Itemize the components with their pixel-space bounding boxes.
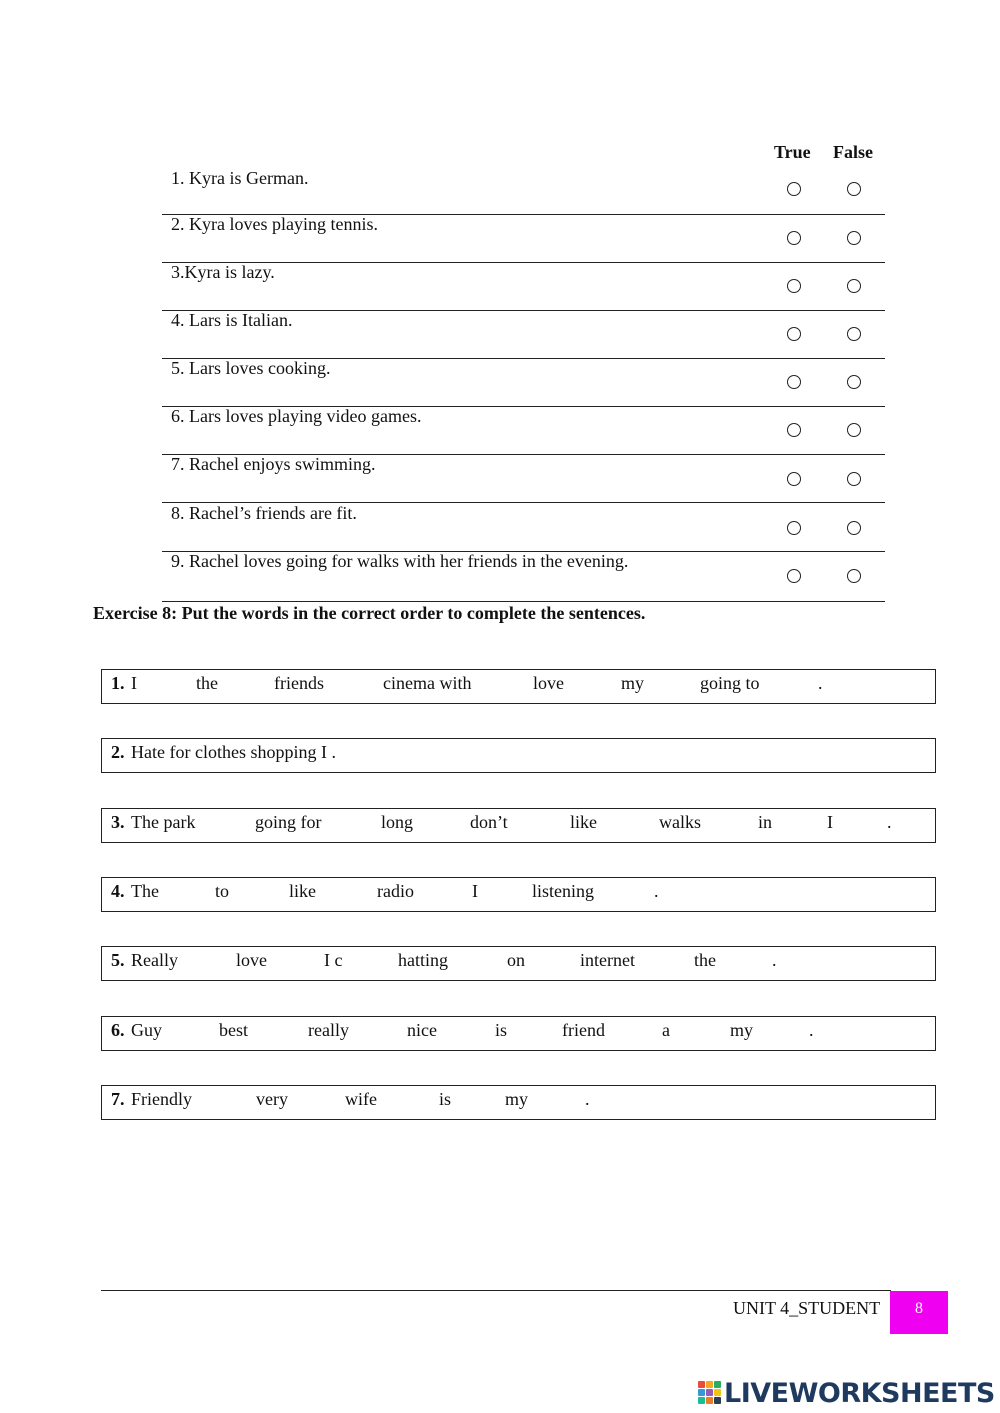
word-chip[interactable]: the xyxy=(694,950,716,970)
word-order-box[interactable] xyxy=(101,1016,936,1051)
word-chip[interactable]: my xyxy=(730,1020,754,1040)
item-number: 4. xyxy=(111,881,125,901)
liveworksheets-logo-icon xyxy=(698,1381,722,1405)
word-chip[interactable]: cinema with xyxy=(383,673,472,693)
word-order-box[interactable] xyxy=(101,669,936,704)
word-chip[interactable]: . xyxy=(772,950,777,970)
word-chip[interactable]: on xyxy=(507,950,525,970)
tf-question: 5. Lars loves cooking. xyxy=(171,358,331,378)
false-radio[interactable] xyxy=(847,472,861,486)
word-chip[interactable]: wife xyxy=(345,1089,377,1109)
false-radio[interactable] xyxy=(847,182,861,196)
unit-label: UNIT 4_STUDENT xyxy=(733,1298,881,1318)
word-chip[interactable]: . xyxy=(809,1020,814,1040)
word-chip[interactable]: long xyxy=(381,812,414,832)
tf-question: 2. Kyra loves playing tennis. xyxy=(171,214,378,234)
tf-question: 7. Rachel enjoys swimming. xyxy=(171,454,376,474)
word-chip[interactable]: don’t xyxy=(470,812,508,832)
word-chip[interactable]: best xyxy=(219,1020,248,1040)
tf-question: 9. Rachel loves going for walks with her friends in the evening. xyxy=(171,551,629,571)
false-radio[interactable] xyxy=(847,375,861,389)
item-number: 6. xyxy=(111,1020,125,1040)
word-chip[interactable]: . xyxy=(818,673,823,693)
true-radio[interactable] xyxy=(787,182,801,196)
false-radio[interactable] xyxy=(847,423,861,437)
tf-row xyxy=(162,454,885,503)
brand-name: LIVEWORKSHEETS xyxy=(724,1377,995,1409)
word-chip[interactable]: Really xyxy=(131,950,178,970)
item-number: 3. xyxy=(111,812,125,832)
false-radio[interactable] xyxy=(847,327,861,341)
word-chip[interactable]: I xyxy=(827,812,833,832)
word-chip[interactable]: going for xyxy=(255,812,322,832)
word-chip[interactable]: really xyxy=(308,1020,349,1040)
word-chip[interactable]: I xyxy=(131,673,137,693)
word-chip[interactable]: internet xyxy=(580,950,635,970)
true-column-header: True xyxy=(774,142,811,162)
true-radio[interactable] xyxy=(787,327,801,341)
tf-row xyxy=(162,262,885,311)
word-chip[interactable]: I c xyxy=(324,950,343,970)
true-radio[interactable] xyxy=(787,279,801,293)
word-chip[interactable]: is xyxy=(439,1089,452,1109)
true-radio[interactable] xyxy=(787,472,801,486)
liveworksheets-brand xyxy=(698,1376,995,1410)
word-order-box[interactable] xyxy=(101,877,936,912)
word-chip[interactable]: very xyxy=(256,1089,288,1109)
word-chip[interactable]: walks xyxy=(659,812,701,832)
tf-row xyxy=(162,358,885,407)
word-chip[interactable]: love xyxy=(236,950,267,970)
word-chip[interactable]: love xyxy=(533,673,564,693)
exercise-title: Exercise 8: Put the words in the correct order to complete the sentences. xyxy=(93,603,646,623)
word-chip[interactable]: in xyxy=(758,812,773,832)
word-chip[interactable]: radio xyxy=(377,881,414,901)
tf-row xyxy=(162,406,885,455)
word-chip[interactable]: nice xyxy=(407,1020,437,1040)
word-chip[interactable]: . xyxy=(585,1089,590,1109)
tf-question: 6. Lars loves playing video games. xyxy=(171,406,422,426)
word-chip[interactable]: I xyxy=(472,881,478,901)
word-chip[interactable]: to xyxy=(215,881,230,901)
word-chip[interactable]: Hate for clothes shopping I . xyxy=(131,742,336,762)
word-chip[interactable]: . xyxy=(887,812,892,832)
word-chip[interactable]: Friendly xyxy=(131,1089,192,1109)
word-chip[interactable]: friends xyxy=(274,673,324,693)
word-chip[interactable]: the xyxy=(196,673,218,693)
true-radio[interactable] xyxy=(787,423,801,437)
false-column-header: False xyxy=(833,142,873,162)
word-chip[interactable]: like xyxy=(570,812,597,832)
tf-row xyxy=(162,166,885,215)
false-radio[interactable] xyxy=(847,569,861,583)
word-chip[interactable]: a xyxy=(662,1020,670,1040)
item-number: 7. xyxy=(111,1089,125,1109)
page-number-badge: 8 xyxy=(890,1291,948,1334)
true-radio[interactable] xyxy=(787,569,801,583)
word-chip[interactable]: my xyxy=(505,1089,529,1109)
word-order-box[interactable] xyxy=(101,946,936,981)
tf-row xyxy=(162,310,885,359)
true-radio[interactable] xyxy=(787,231,801,245)
tf-question: 8. Rachel’s friends are fit. xyxy=(171,503,357,523)
false-radio[interactable] xyxy=(847,231,861,245)
word-chip[interactable]: my xyxy=(621,673,645,693)
tf-row xyxy=(162,551,885,602)
word-chip[interactable]: hatting xyxy=(398,950,448,970)
footer-divider xyxy=(101,1290,891,1291)
word-chip[interactable]: is xyxy=(495,1020,508,1040)
word-order-box[interactable] xyxy=(101,808,936,843)
tf-question: 4. Lars is Italian. xyxy=(171,310,293,330)
true-radio[interactable] xyxy=(787,375,801,389)
item-number: 1. xyxy=(111,673,125,693)
item-number: 2. xyxy=(111,742,125,762)
true-radio[interactable] xyxy=(787,521,801,535)
word-order-box[interactable] xyxy=(101,738,936,773)
word-chip[interactable]: going to xyxy=(700,673,760,693)
word-chip[interactable]: Guy xyxy=(131,1020,162,1040)
item-number: 5. xyxy=(111,950,125,970)
tf-question: 1. Kyra is German. xyxy=(171,168,309,188)
word-order-box[interactable] xyxy=(101,1085,936,1120)
word-chip[interactable]: . xyxy=(654,881,659,901)
word-chip[interactable]: The xyxy=(131,881,159,901)
word-chip[interactable]: The park xyxy=(131,812,196,832)
word-chip[interactable]: like xyxy=(289,881,316,901)
tf-row xyxy=(162,503,885,552)
tf-row xyxy=(162,214,885,263)
tf-question: 3.Kyra is lazy. xyxy=(171,262,275,282)
word-chip[interactable]: listening xyxy=(532,881,594,901)
false-radio[interactable] xyxy=(847,521,861,535)
word-chip[interactable]: friend xyxy=(562,1020,605,1040)
false-radio[interactable] xyxy=(847,279,861,293)
